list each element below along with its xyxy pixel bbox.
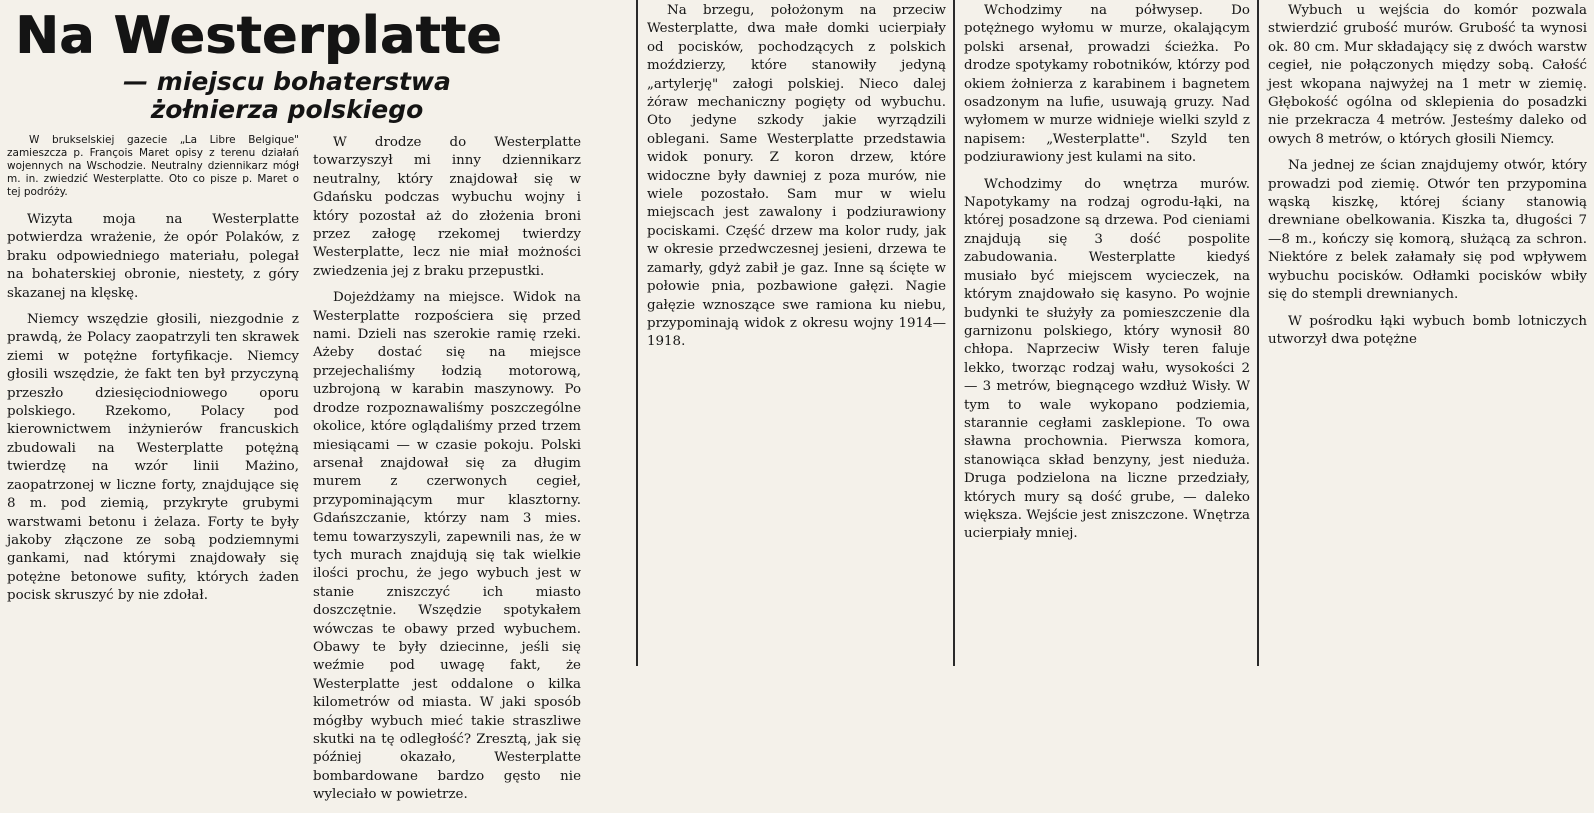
paragraph: Wchodzimy na półwysep. Do potężnego wyłomu w murze, okalającym polski arsenał, prowadzi ścieżka. Po drodze spotykamy robotników, którzy pod okiem żołnierza z karabinem i bagnetem osadzonym na lufie, usuwają gruzy. Nad wyłomem w murze widnieje wielki szyld z napisem: „Westerplatte". Szyld ten podziurawiony jest kulami na sito. — [964, 3, 1250, 166]
paragraph: Wizyta moja na Westerplatte potwierdza wrażenie, że opór Polaków, z braku odpowiedniego materiału, polegał na bohaterskiej obronie, niestety, z góry skazanej na klęskę. — [7, 212, 299, 301]
column-2 — [313, 134, 581, 813]
column-divider — [953, 0, 955, 666]
paragraph: Dojeżdżamy na miejsce. Widok na Westerplatte rozpościera się przed nami. Dzieli nas szerokie ramię rzeki. Ażeby dostać się na miejsce przejechaliśmy łodzią motorową, uzbrojoną w karabin maszynowy. Po drodze rozpoznawaliśmy poszczególne okolice, które oglądaliśmy przed trzem miesiącami — w czasie pokoju. Polski arsenał znajdował się za długim murem z czerwonych cegieł, przypominającym mur klasztorny. Gdańszczanie, którzy nam 3 mies. temu towarzyszyli, zapewnili nas, że w tych murach znajdują się tak wielkie ilości prochu, że jego wybuch jest w stanie zniszczyć ich miasto doszczętnie. Wszędzie spotykałem wówczas te obawy przed wybuchem. Obawy te były dziecinne, jeśli się weźmie pod uwagę fakt, że Westerplatte jest oddalone o kilka kilometrów od miasta. W jaki sposób mógłby wybuch mieć takie straszliwe skutki na tę odległość? Zresztą, jak się później okazało, Westerplatte bombardowane bardzo gęsto nie wyleciało w powietrze. — [313, 290, 581, 803]
column-5 — [1261, 0, 1594, 666]
subtitle-line-1: — miejscu bohaterstwa — [123, 67, 451, 96]
paragraph: Na jednej ze ścian znajdujemy otwór, który prowadzi pod ziemię. Otwór ten przypomina wąską kiszkę, której ściany stanowią drewniane obelkowania. Kiszka ta, długości 7—8 m., kończy się komorą, służącą za schron. Niektóre z belek załamały się pod wpływem wybuchu pocisków. Odłamki pocisków wbiły się do stempli drewnianych. — [1268, 158, 1587, 303]
column-1 — [7, 134, 299, 813]
column-4 — [957, 0, 1257, 666]
column-divider — [636, 0, 638, 666]
article-subtitle — [7, 68, 567, 124]
article-left-columns — [0, 0, 636, 803]
paragraph: Na brzegu, położonym na przeciw Westerplatte, dwa małe domki ucierpiały od pocisków, pochodzących z polskich moździerzy, które stanowiły jedyną „artylerję" załogi polskiej. Nieco dalej żóraw mechaniczny pogięty od wybuchu. Oto jedyne szkody jakie wyrządzili oblegani. Same Westerplatte przedstawia widok ponury. Z koron drzew, które widoczne były dawniej z poza murów, nie wiele pozostało. Sam mur w wielu miejscach jest zawalony i podziurawiony pociskami. Część drzew ma kolor rudy, jak w okresie przedwczesnej jesieni, drzewa te zamarły, gdyż zabił je gaz. Inne są ścięte w połowie pnia, pozbawione gałęzi. Nagie gałęzie wznoszące swe ramiona ku niebu, przypominają widok z okresu wojny 1914—1918. — [647, 3, 946, 350]
paragraph: W drodze do Westerplatte towarzyszył mi inny dziennikarz neutralny, który znajdował się w Gdańsku podczas wybuchu wojny i który pozostał aż do złożenia broni przez załogę rzekomej twierdzy Westerplatte, lecz nie miał możności zwiedzenia jej z braku przepustki. — [313, 135, 581, 279]
column-divider — [1257, 0, 1259, 666]
paragraph: Wybuch u wejścia do komór pozwala stwierdzić grubość murów. Grubość ta wynosi ok. 80 cm. Mur składający się z dwóch warstw cegieł, nie połączonych między sobą. Całość jest wkopana najwyżej na 1 metr w ziemię. Głębokość ogólna od sklepienia do posadzki nie przekracza 4 metrów. Jesteśmy daleko od owych 8 metrów, o których głosili Niemcy. — [1268, 3, 1587, 147]
paragraph: Wchodzimy do wnętrza murów. Napotykamy na rodzaj ogrodu-łąki, na której posadzone są drzewa. Pod cieniami znajdują się 3 dość pospolite zabudowania. Westerplatte kiedyś musiało być miejscem wycieczek, na którym znajdowało się kasyno. Po wojnie budynki te służyły za pomieszczenie dla garnizonu polskiego, który wynosił 80 chłopa. Naprzeciw Wisły teren faluje lekko, tworząc rodzaj wału, wysokości 2 — 3 metrów, biegnącego wzdłuż Wisły. W tym to wale wykopano podziemia, starannie cegłami zasklepione. To owa sławna prochownia. Pierwsza komora, stanowiąca skład benzyny, jest nieduża. Druga podzielona na liczne przedziały, których mury są dość grube, — daleko większa. Wejście jest zniszczone. Wnętrza ucierpiały mniej. — [964, 176, 1250, 542]
article-intro: W brukselskiej gazecie „La Libre Belgique" zamieszcza p. François Maret opisy z terenu działań wojennych na Wschodzie. Neutralny dziennikarz mógł m. in. zwiedzić Westerplatte. Oto co pisze p. Maret o tej podróży. — [7, 134, 299, 198]
paragraph: Niemcy wszędzie głosili, niezgodnie z prawdą, że Polacy zaopatrzyli ten skrawek ziemi w potężne fortyfikacje. Niemcy głosili wszędzie, że fakt ten był przyczyną przeszło dziesięciodniowego oporu polskiego. Rzekomo, Polacy pod kierownictwem inżynierów francuskich zbudowali na Westerplatte potężną twierdzę na wzór linii Mażino, zaopatrzonej w liczne forty, znajdujące się 8 m. pod ziemią, przykryte grubymi warstwami betonu i żelaza. Forty te były jakoby złączone ze sobą podziemnymi gankami, nad którymi znajdowały się potężne betonowe sufity, których żaden pocisk skruszyć by nie zdołał. — [7, 312, 299, 604]
article-title: Na Westerplatte — [15, 6, 502, 66]
subtitle-line-2: żołnierza polskiego — [150, 95, 424, 124]
column-3 — [640, 0, 953, 666]
paragraph: W pośrodku łąki wybuch bomb lotniczych utworzył dwa potężne — [1268, 313, 1587, 347]
